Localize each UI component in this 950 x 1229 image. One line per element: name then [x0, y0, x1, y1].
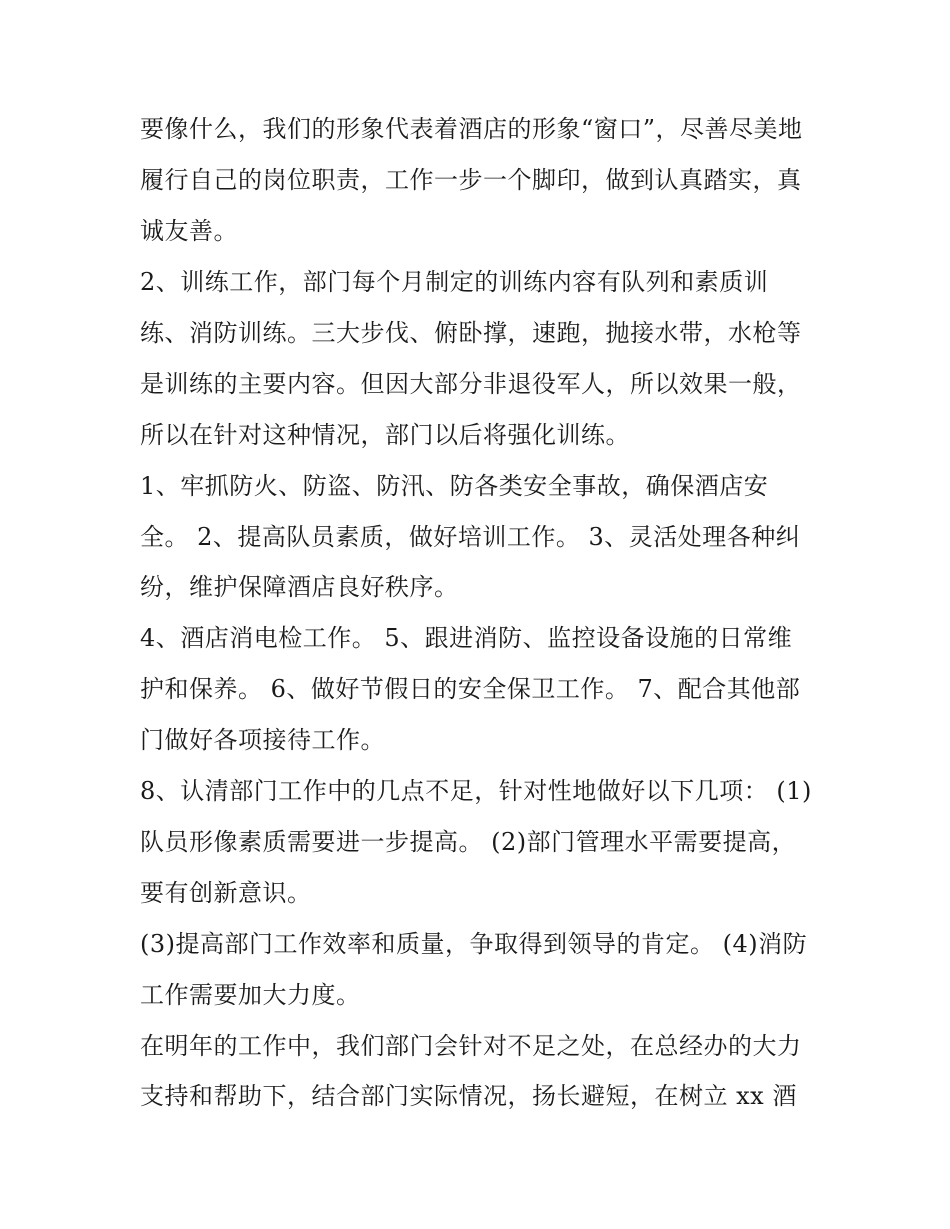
text-line: 是训练的主要内容。但因大部分非退役军人，所以效果一般， [140, 370, 802, 398]
text-line: 护和保养。 6、做好节假日的安全保卫工作。 7、配合其他部 [140, 675, 801, 703]
text-line: 8、认清部门工作中的几点不足，针对性地做好以下几项： (1) [140, 777, 812, 805]
text-line: (3)提高部门工作效率和质量，争取得到领导的肯定。 (4)消防 [140, 930, 808, 958]
text-line: 所以在针对这种情况，部门以后将强化训练。 [140, 421, 630, 449]
text-line: 支持和帮助下，结合部门实际情况，扬长避短，在树立 xx 酒 [140, 1082, 797, 1110]
text-line: 要像什么，我们的形象代表着酒店的形象“窗口”，尽善尽美地 [140, 115, 803, 143]
text-line: 队员形像素质需要进一步提高。 (2)部门管理水平需要提高， [140, 828, 797, 856]
text-line: 门做好各项接待工作。 [140, 726, 385, 754]
text-line: 在明年的工作中，我们部门会针对不足之处，在总经办的大力 [140, 1032, 802, 1060]
text-line: 履行自己的岗位职责，工作一步一个脚印，做到认真踏实，真 [140, 166, 802, 194]
text-line: 要有创新意识。 [140, 879, 312, 907]
text-line: 4、酒店消电检工作。 5、跟进消防、监控设备设施的日常维 [140, 624, 793, 652]
text-line: 纷，维护保障酒店良好秩序。 [140, 573, 459, 601]
text-line: 工作需要加大力度。 [140, 981, 361, 1009]
text-line: 2、训练工作，部门每个月制定的训练内容有队列和素质训 [140, 268, 769, 296]
text-line: 1、牢抓防火、防盗、防汛、防各类安全事故，确保酒店安 [140, 472, 769, 500]
text-line: 诚友善。 [140, 217, 238, 245]
text-line: 练、消防训练。三大步伐、俯卧撑，速跑，抛接水带，水枪等 [140, 319, 802, 347]
text-line: 全。 2、提高队员素质，做好培训工作。 3、灵活处理各种纠 [140, 523, 801, 551]
